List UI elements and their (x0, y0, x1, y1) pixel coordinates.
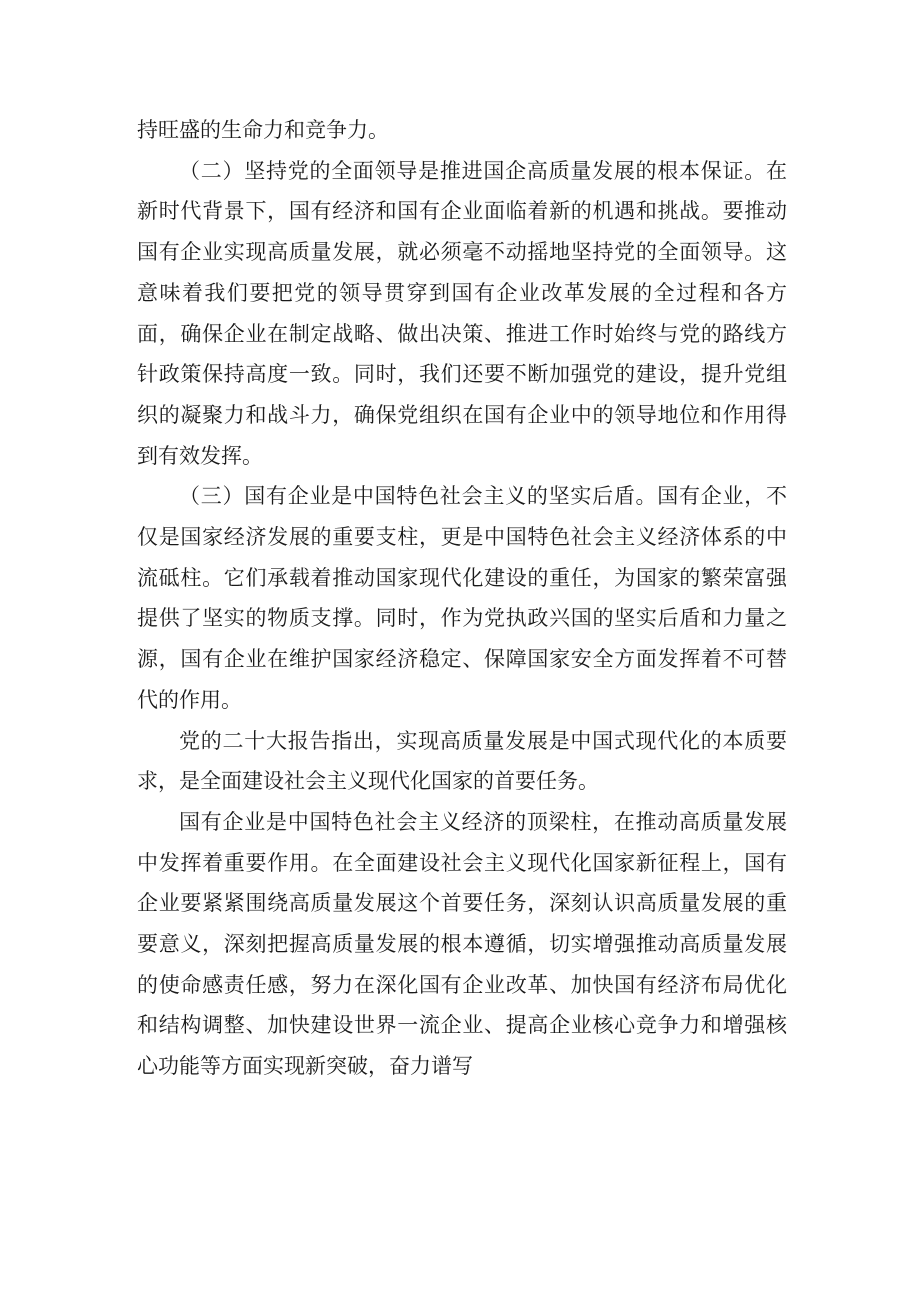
paragraph-soe-pillar: 国有企业是中国特色社会主义经济的顶梁柱，在推动高质量发展中发挥着重要作用。在全面建设社会主义现代化国家新征程上，国有企业要紧紧围绕高质量发展这个首要任务，深刻认识高质量发展的重要意义，深刻把握高质量发展的根本遵循，切实增强推动高质量发展的使命感责任感，努力在深化国有企业改革、加快国有经济布局优化和结构调整、加快建设世界一流企业、提高企业核心竞争力和增强核心功能等方面实现新突破，奋力谱写 (137, 809, 787, 1079)
body-text (137, 110, 787, 1087)
paragraph-soe-backbone: （三）国有企业是中国特色社会主义的坚实后盾。国有企业，不仅是国家经济发展的重要支柱，更是中国特色社会主义经济体系的中流砥柱。它们承载着推动国家现代化建设的重任，为国家的繁荣富强提供了坚实的物质支撑。同时，作为党执政兴国的坚实后盾和力量之源，国有企业在维护国家经济稳定、保障国家安全方面发挥着不可替代的作用。 (137, 484, 787, 712)
paragraph-continuation: 持旺盛的生命力和竞争力。 (137, 118, 389, 142)
paragraph-twentieth-congress: 党的二十大报告指出，实现高质量发展是中国式现代化的本质要求，是全面建设社会主义现代化国家的首要任务。 (137, 728, 787, 794)
paragraph-party-leadership: （二）坚持党的全面领导是推进国企高质量发展的根本保证。在新时代背景下，国有经济和国有企业面临着新的机遇和挑战。要推动国有企业实现高质量发展，就必须毫不动摇地坚持党的全面领导。这意味着我们要把党的领导贯穿到国有企业改革发展的全过程和各方面，确保企业在制定战略、做出决策、推进工作时始终与党的路线方针政策保持高度一致。同时，我们还要不断加强党的建设，提升党组织的凝聚力和战斗力，确保党组织在国有企业中的领导地位和作用得到有效发挥。 (137, 158, 787, 468)
